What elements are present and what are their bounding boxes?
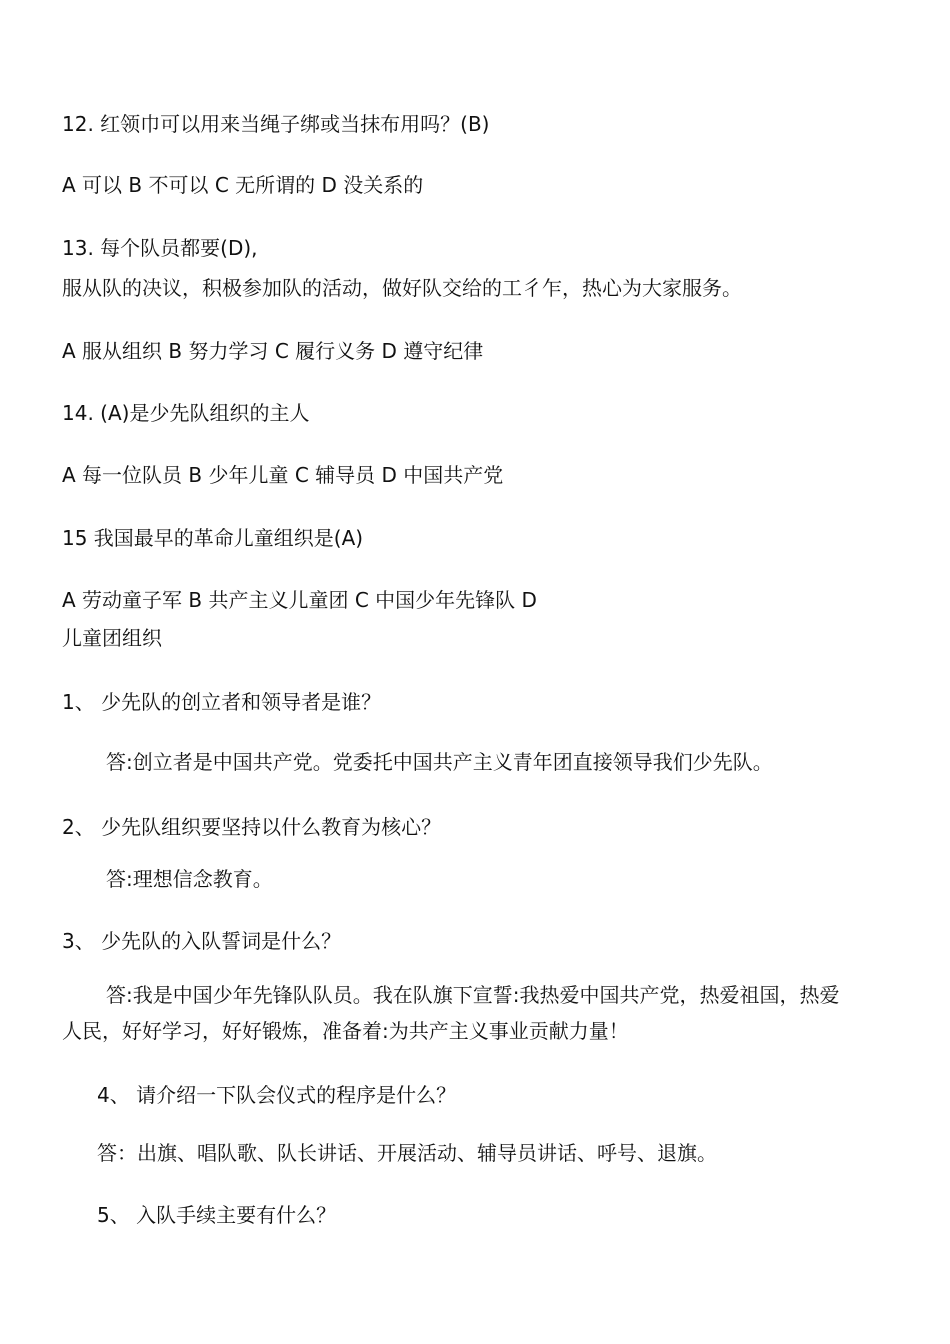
- section-4-answer: 答：出旗、唱队歌、队长讲话、开展活动、辅导员讲话、呼号、退旗。: [97, 1141, 717, 1165]
- question-14-options: A 每一位队员 B 少年儿童 C 辅导员 D 中国共产党: [62, 463, 504, 487]
- section-3-question: 3、 少先队的入队誓词是什么？: [62, 929, 342, 953]
- section-3-answer: 答:我是中国少年先锋队队员。我在队旗下宣誓:我热爱中国共产党，热爱祖国，热爱: [106, 983, 840, 1007]
- question-13-options: A 服从组织 B 努力学习 C 履行义务 D 遵守纪律: [62, 339, 484, 363]
- question-12-options: A 可以 B 不可以 C 无所谓的 D 没关系的: [62, 173, 424, 197]
- question-12: 12. 红领巾可以用来当绳子绑或当抹布用吗？(B): [62, 112, 490, 136]
- question-13: 13. 每个队员都要(D),: [62, 236, 258, 260]
- section-2-question: 2、 少先队组织要坚持以什么教育为核心？: [62, 815, 442, 839]
- section-5-question: 5、 入队手续主要有什么？: [97, 1203, 337, 1227]
- question-15-options: A 劳动童子军 B 共产主义儿童团 C 中国少年先锋队 D: [62, 588, 537, 612]
- section-3-answer-continuation: 人民，好好学习，好好锻炼，准备着:为共产主义事业贡献力量！: [62, 1019, 629, 1043]
- question-13-continuation: 服从队的决议，积极参加队的活动，做好队交给的工彳乍，热心为大家服务。: [62, 276, 742, 300]
- question-15-options-continuation: 儿童团组织: [62, 626, 162, 650]
- section-1-question: 1、 少先队的创立者和领导者是谁？: [62, 690, 382, 714]
- section-2-answer: 答:理想信念教育。: [106, 867, 273, 891]
- question-15: 15 我国最早的革命儿童组织是(A): [62, 526, 364, 550]
- section-4-question: 4、 请介绍一下队会仪式的程序是什么？: [97, 1083, 457, 1107]
- question-14: 14. (A)是少先队组织的主人: [62, 401, 310, 425]
- section-1-answer: 答:创立者是中国共产党。党委托中国共产主义青年团直接领导我们少先队。: [106, 750, 773, 774]
